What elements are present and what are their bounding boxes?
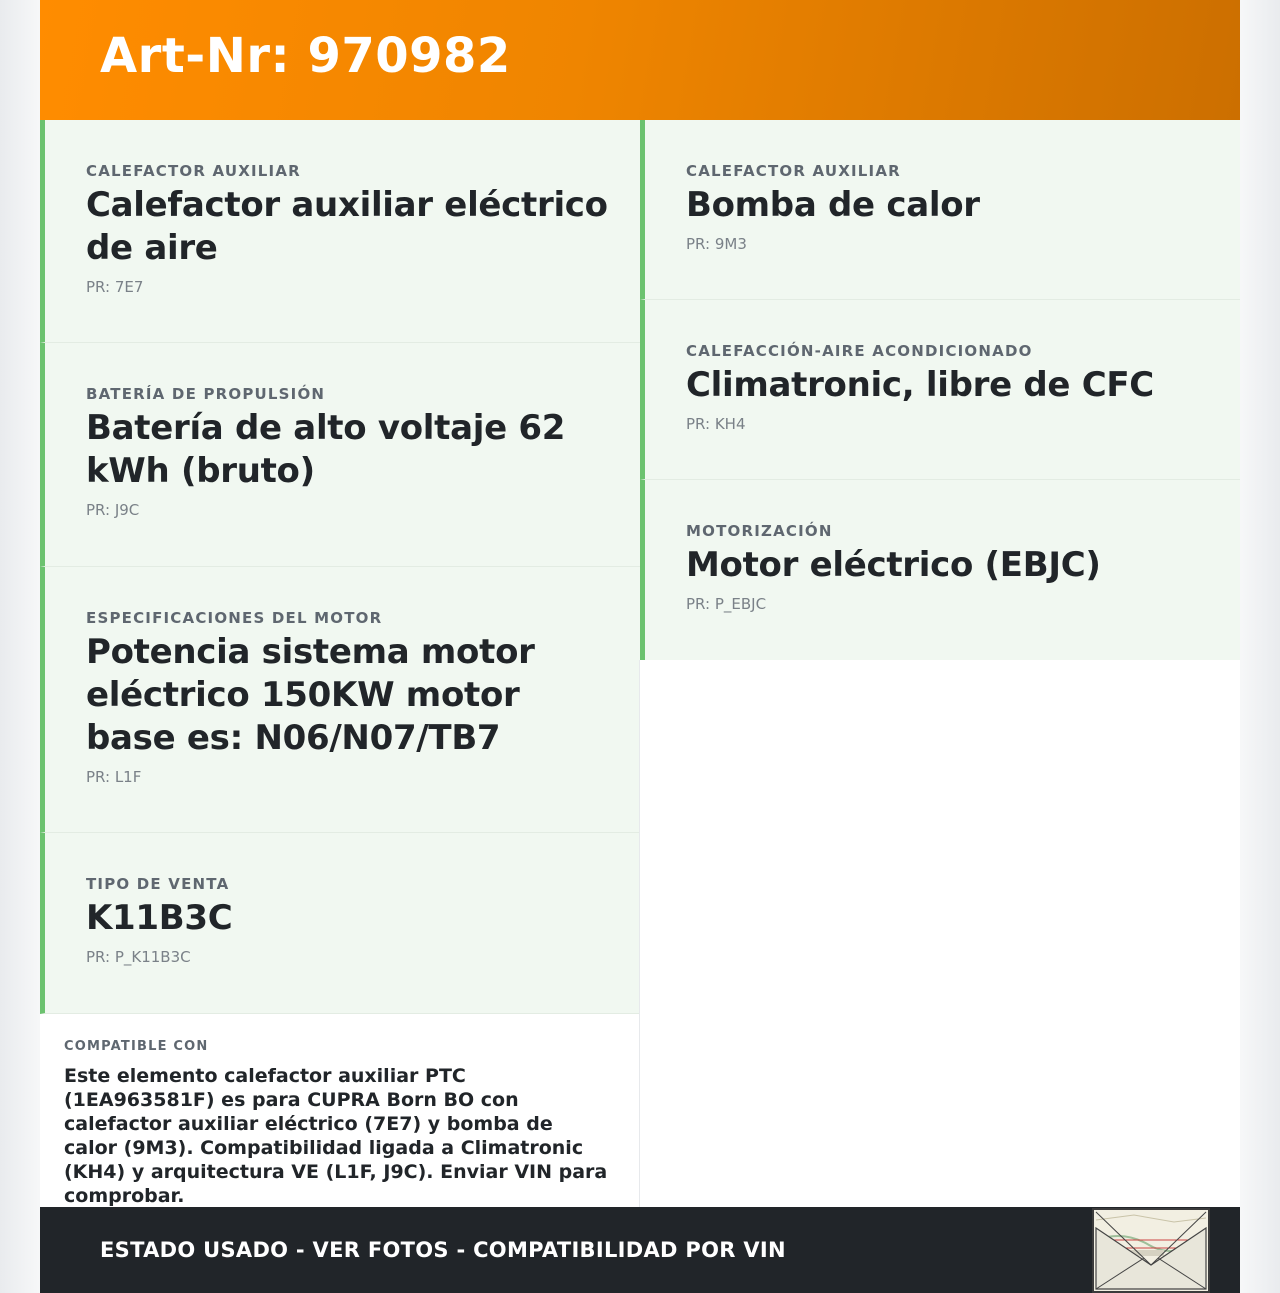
footer-status-text: ESTADO USADO - VER FOTOS - COMPATIBILIDAD POR VIN	[100, 1238, 786, 1262]
header-bar	[40, 0, 1240, 120]
spec-title: Climatronic, libre de CFC	[686, 365, 1154, 405]
spec-category: CALEFACTOR AUXILIAR	[686, 162, 901, 180]
spec-pr-code: PR: L1F	[86, 768, 142, 786]
spec-card-climatronic	[640, 300, 1240, 480]
spec-card-motorization	[640, 480, 1240, 660]
spec-title: Bomba de calor	[686, 185, 980, 225]
envelope-photo-thumbnail-icon[interactable]	[1092, 1208, 1210, 1293]
spec-category: ESPECIFICACIONES DEL MOTOR	[86, 609, 383, 627]
spec-pr-code: PR: KH4	[686, 415, 746, 433]
envelope-photo-icon	[1094, 1210, 1208, 1291]
spec-pr-code: PR: P_K11B3C	[86, 948, 191, 966]
spec-category: MOTORIZACIÓN	[686, 522, 833, 540]
spec-title: Batería de alto voltaje 62 kWh (bruto)	[86, 408, 566, 491]
spec-title: Potencia sistema motor eléctrico 150KW motor base es: N06/N07/TB7	[86, 632, 535, 758]
footer-bar	[40, 1207, 1240, 1293]
spec-pr-code: PR: 9M3	[686, 235, 747, 253]
spec-card-heat-pump	[640, 120, 1240, 300]
spec-card-sale-type	[40, 833, 640, 1014]
spec-category: CALEFACTOR AUXILIAR	[86, 162, 301, 180]
spec-title: Motor eléctrico (EBJC)	[686, 545, 1101, 585]
spec-pr-code: PR: J9C	[86, 501, 140, 519]
page	[40, 0, 1240, 1293]
article-number-title: Art-Nr: 970982	[100, 28, 511, 84]
spec-pr-code: PR: 7E7	[86, 278, 144, 296]
spec-card-motor-specs	[40, 567, 640, 833]
spec-category: CALEFACCIÓN-AIRE ACONDICIONADO	[686, 342, 1033, 360]
compatibility-text: Este elemento calefactor auxiliar PTC (1EA963581F) es para CUPRA Born BO con calefactor auxiliar eléctrico (7E7) y bomba de calor (9M3). Compatibilidad ligada a Climatronic (KH4) y arquitectura VE (L1F, J9C). Enviar VIN para comprobar.	[64, 1065, 608, 1207]
compatibility-section	[40, 1014, 640, 1207]
spec-title: Calefactor auxiliar eléctrico de aire	[86, 185, 608, 268]
spec-card-auxiliary-heater	[40, 120, 640, 343]
spec-title: K11B3C	[86, 898, 233, 938]
spec-pr-code: PR: P_EBJC	[686, 595, 767, 613]
spec-card-battery	[40, 343, 640, 567]
compatibility-label: COMPATIBLE CON	[64, 1039, 209, 1054]
spec-category: TIPO DE VENTA	[86, 875, 230, 893]
spec-category: BATERÍA DE PROPULSIÓN	[86, 385, 326, 403]
